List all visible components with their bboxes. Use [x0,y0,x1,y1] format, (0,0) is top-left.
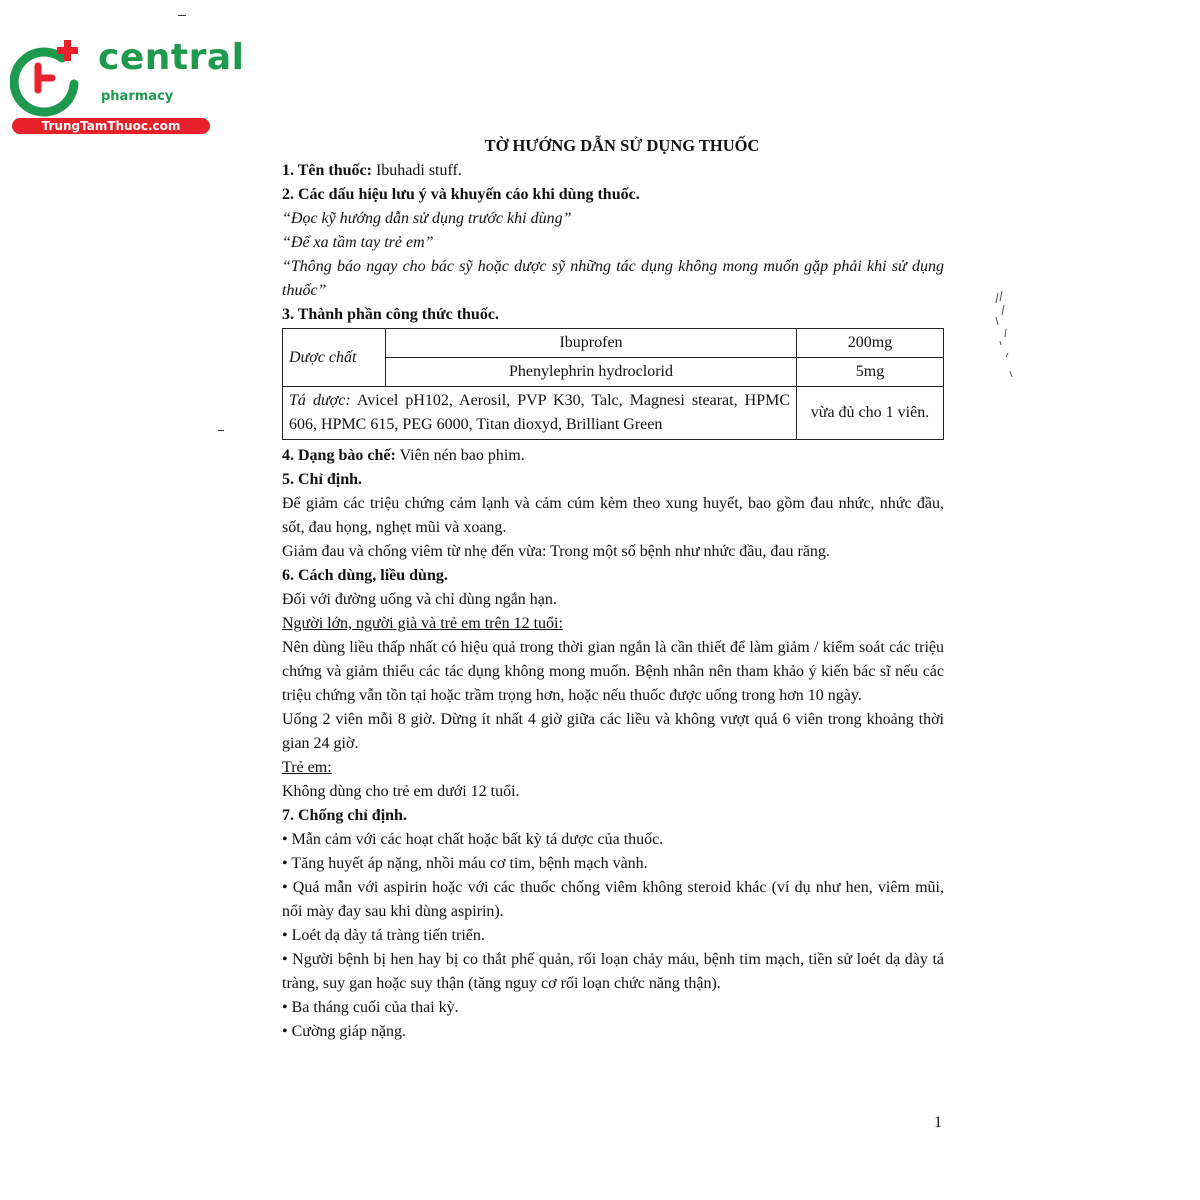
logo-name: central [98,37,245,78]
logo-subtitle: pharmacy [101,89,174,104]
table-row [283,387,944,440]
adult-dosage-line: Nên dùng liều thấp nhất có hiệu quả trong thời gian ngắn là cần thiết để làm giảm / kiểm soát các triệu chứng và giảm thiểu các tác dụng không mong muốn. Bệnh nhân nên tham khảo ý kiến bác sĩ nếu các triệu chứng vẫn tồn tại hoặc trầm trọng hơn, hoặc nếu thuốc được uống trong hơn 10 ngày. [282,639,944,704]
usage-intro: Đối với đường uống và chỉ dùng ngắn hạn. [282,591,557,608]
child-dosage-heading: Trẻ em: [282,759,332,776]
excipient-label: Tá dược: [289,392,351,409]
excipient-cell [283,387,797,440]
section-2-heading: 2. Các dấu hiệu lưu ý và khuyến cáo khi dùng thuốc. [282,186,640,203]
leaflet-document [282,134,944,1044]
section-5-heading: 5. Chỉ định. [282,471,363,488]
excipient-amount: vừa đủ cho 1 viên. [797,387,944,440]
section-4-heading: 4. Dạng bào chế: [282,447,396,464]
composition-table [282,328,944,440]
contraindication-item: • Người bệnh bị hen hay bị co thắt phế quản, rối loạn chảy máu, bệnh tim mạch, tiền sử loét dạ dày tá tràng, suy gan hoặc suy thận (tăng nguy cơ rối loạn chức năng thận). [282,951,944,992]
page-number: 1 [934,1114,942,1131]
drug-name: Ibuhadi stuff. [371,162,462,179]
ingredient-name: Phenylephrin hydroclorid [386,358,797,387]
contraindication-item: • Loét dạ dày tá tràng tiến triển. [282,927,485,944]
table-row [283,329,944,358]
section-6-heading: 6. Cách dùng, liều dùng. [282,567,448,584]
contraindication-item: • Tăng huyết áp nặng, nhồi máu cơ tim, bệnh mạch vành. [282,855,648,872]
adult-dosage-heading: Người lớn, người già và trẻ em trên 12 tuổi: [282,615,563,632]
central-pharmacy-logo[interactable] [10,37,245,136]
section-3-heading: 3. Thành phần công thức thuốc. [282,306,499,323]
excipient-list: Avicel pH102, Aerosil, PVP K30, Talc, Magnesi stearat, HPMC 606, HPMC 615, PEG 6000, Titan dioxyd, Brilliant Green [289,392,791,433]
warning-line: “Để xa tầm tay trẻ em” [282,234,434,251]
contraindication-item: • Quá mẫn với aspirin hoặc với các thuốc chống viêm không steroid khác (ví dụ như hen, viêm mũi, nổi mày đay sau khi dùng aspirin). [282,879,944,920]
warning-line: “Thông báo ngay cho bác sỹ hoặc dược sỹ những tác dụng không mong muốn gặp phải khi sử dụng thuốc” [282,258,944,299]
contraindication-item: • Ba tháng cuối của thai kỳ. [282,999,459,1016]
child-dosage-line: Không dùng cho trẻ em dưới 12 tuổi. [282,783,520,800]
indication-line: Để giảm các triệu chứng cảm lạnh và cảm cúm kèm theo xung huyết, bao gồm đau nhức, nhức đầu, sốt, đau họng, nghẹt mũi và xoang. [282,495,944,536]
scan-mark [178,15,186,16]
section-7-heading: 7. Chống chỉ định. [282,807,407,824]
ingredient-amount: 200mg [797,329,944,358]
section-1 [282,159,944,183]
warning-line: “Đọc kỹ hướng dẫn sử dụng trước khi dùng” [282,210,572,227]
scan-mark [218,430,224,431]
scan-artifact-marks [990,285,1018,380]
adult-dosage-line: Uống 2 viên mỗi 8 giờ. Dừng ít nhất 4 giờ giữa các liều và không vượt quá 6 viên trong khoảng thời gian 24 giờ. [282,711,944,752]
active-ingredient-label: Dược chất [283,329,386,387]
ingredient-name: Ibuprofen [386,329,797,358]
document-title: TỜ HƯỚNG DẪN SỬ DỤNG THUỐC [484,136,760,155]
pharmacy-cross-logo-icon [10,38,92,118]
section-1-heading: 1. Tên thuốc: [282,162,372,179]
contraindication-item: • Cường giáp nặng. [282,1023,407,1040]
section-4 [282,444,944,468]
logo-website: TrungTamThuoc.com [12,118,210,134]
dosage-form: Viên nén bao phim. [395,447,525,464]
ingredient-amount: 5mg [797,358,944,387]
indication-line: Giảm đau và chống viêm từ nhẹ đến vừa: Trong một số bệnh như nhức đầu, đau răng. [282,543,830,560]
contraindication-item: • Mẫn cảm với các hoạt chất hoặc bất kỳ tá dược của thuốc. [282,831,664,848]
